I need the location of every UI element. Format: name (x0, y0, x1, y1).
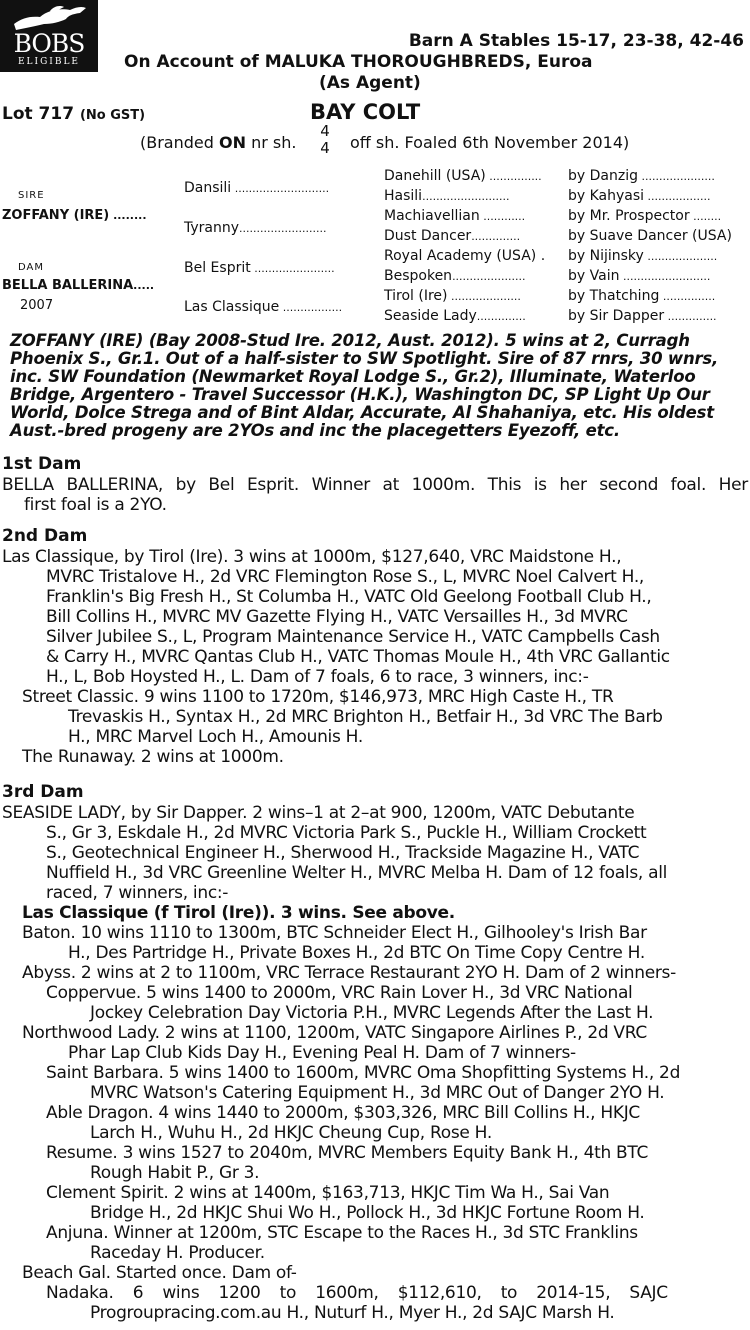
gen4-3-text: by Suave Dancer (USA) (568, 228, 732, 244)
pedigree-gen4-4: by Nijinsky .................... (568, 248, 718, 264)
dam-label: DAM (18, 262, 44, 273)
third-dam-text (2, 803, 748, 1323)
pedigree-gen4-3 (568, 228, 732, 244)
sire-name-text: ZOFFANY (IRE) (2, 208, 110, 223)
second-dam-line: H., L, Bob Hoysted H., L. Dam of 7 foals, 6 to race, 3 winners, inc:- (46, 667, 589, 687)
third-dam-line: SEASIDE LADY, by Sir Dapper. 2 wins–1 at 2–at 900, 1200m, VATC Debutante (2, 803, 635, 823)
first-dam-text (2, 475, 748, 515)
third-dam-line: Baton. 10 wins 1110 to 1300m, BTC Schneider Elect H., Gilhooley's Irish Bar (22, 923, 647, 943)
third-dam-line: Beach Gal. Started once. Dam of- (22, 1263, 297, 1283)
brand-pre: (Branded (140, 133, 219, 152)
gen3-1-text: Hasili (384, 188, 423, 204)
third-dam-line: Resume. 3 wins 1527 to 2040m, MVRC Members Equity Bank H., 4th BTC (46, 1143, 649, 1163)
stable-location: Barn A Stables 15-17, 23-38, 42-46 (408, 31, 744, 51)
brand-frac-bottom: 4 (320, 139, 330, 157)
logo-text-eligible: ELIGIBLE (17, 57, 80, 67)
third-dam-line: S., Geotechnical Engineer H., Sherwood H., Trackside Magazine H., VATC (46, 843, 640, 863)
third-dam-line: Jockey Celebration Day Victoria P.H., MVRC Legends After the Last H. (90, 1003, 654, 1023)
pedigree-gen4-1: by Kahyasi .................. (568, 188, 711, 204)
second-dam-line: Las Classique, by Tirol (Ire). 3 wins at 1000m, $127,640, VRC Maidstone H., (2, 547, 622, 567)
sire-name: ZOFFANY (IRE) ........ (2, 208, 147, 223)
sire-blurb-line: Bridge, Argentero - Travel Successor (H.K.), Washington DC, SP Light Up Our (10, 385, 710, 404)
gen3-2-text: Machiavellian (384, 208, 480, 224)
third-dam-line: Anjuna. Winner at 1200m, STC Escape to the Races H., 3d STC Franklins (46, 1223, 638, 1243)
third-dam-line: MVRC Watson's Catering Equipment H., 3d MRC Out of Danger 2YO H. (90, 1083, 665, 1103)
gen3-0-text: Danehill (USA) (384, 168, 486, 184)
second-dam-heading: 2nd Dam (2, 526, 88, 546)
brand-line (140, 133, 296, 152)
pedigree-gen4-0: by Danzig ..................... (568, 168, 715, 184)
gen4-6-text: by Thatching (568, 288, 660, 304)
second-dam-line: Bill Collins H., MVRC MV Gazette Flying H., VATC Versailles H., 3d MVRC (46, 607, 628, 627)
pedigree-gen2-2: Bel Esprit ....................... (184, 260, 335, 276)
pedigree-gen2-3: Las Classique ................. (184, 299, 343, 315)
logo-text-bobs: BOBS (13, 29, 85, 58)
third-dam-line: Raceday H. Producer. (90, 1243, 265, 1263)
dam-year: 2007 (20, 298, 54, 313)
third-dam-line: Abyss. 2 wins at 2 to 1100m, VRC Terrace Restaurant 2YO H. Dam of 2 winners- (22, 963, 676, 983)
agent-note: (As Agent) (319, 73, 421, 93)
brand-post: off sh. Foaled 6th November 2014) (350, 133, 630, 152)
gen2-2-text: Bel Esprit (184, 260, 251, 276)
pedigree-gen2-1: Tyranny......................... (184, 220, 327, 236)
pedigree-gen3-4 (384, 248, 545, 264)
second-dam-text (2, 547, 748, 767)
gen3-6-text: Tirol (Ire) (384, 288, 448, 304)
gen4-4-text: by Nijinsky (568, 248, 644, 264)
sire-label: SIRE (18, 190, 45, 201)
sire-blurb (10, 332, 745, 440)
pedigree-gen3-5: Bespoken..................... (384, 268, 526, 284)
third-dam-line: Phar Lap Club Kids Day H., Evening Peal H. Dam of 7 winners- (68, 1043, 576, 1063)
pedigree-gen3-6: Tirol (Ire) .................... (384, 288, 521, 304)
second-dam-line: The Runaway. 2 wins at 1000m. (22, 747, 284, 767)
gen3-4-text: Royal Academy (USA) . (384, 248, 546, 264)
pedigree-gen4-5: by Vain ......................... (568, 268, 711, 284)
pedigree-gen3-7: Seaside Lady.............. (384, 308, 526, 324)
first-dam-heading: 1st Dam (2, 454, 82, 474)
gen2-3-text: Las Classique (184, 299, 280, 315)
third-dam-line: Able Dragon. 4 wins 1440 to 2000m, $303,326, MRC Bill Collins H., HKJC (46, 1103, 640, 1123)
first-dam-line: BELLA BALLERINA, by Bel Esprit. Winner at 1000m. This is her second foal. Her (2, 475, 748, 495)
second-dam-line: Street Classic. 9 wins 1100 to 1720m, $146,973, MRC High Caste H., TR (22, 687, 614, 707)
third-dam-line: Bridge H., 2d HKJC Shui Wo H., Pollock H., 3d HKJC Fortune Room H. (90, 1203, 645, 1223)
third-dam-line: Coppervue. 5 wins 1400 to 2000m, VRC Rain Lover H., 3d VRC National (46, 983, 633, 1003)
pedigree-gen4-2: by Mr. Prospector ........ (568, 208, 722, 224)
gen4-2-text: by Mr. Prospector (568, 208, 690, 224)
vendor-account: On Account of MALUKA THOROUGHBREDS, Euroa (124, 52, 593, 72)
third-dam-line: raced, 7 winners, inc:- (46, 883, 229, 903)
third-dam-line: S., Gr 3, Eskdale H., 2d MVRC Victoria Park S., Puckle H., William Crockett (46, 823, 647, 843)
gen4-1-text: by Kahyasi (568, 188, 645, 204)
gst-note: (No GST) (79, 108, 146, 123)
third-dam-line: Clement Spirit. 2 wins at 1400m, $163,713, HKJC Tim Wa H., Sai Van (46, 1183, 610, 1203)
dam-name-text: BELLA BALLERINA (2, 278, 134, 293)
pedigree-gen4-6: by Thatching ............... (568, 288, 716, 304)
brand-frac-top: 4 (320, 122, 330, 140)
sire-blurb-line: inc. SW Foundation (Newmarket Royal Lodge S., Gr.2), Illuminate, Waterloo (10, 367, 696, 386)
third-dam-line: H., Des Partridge H., Private Boxes H., 2d BTC On Time Copy Centre H. (68, 943, 645, 963)
brand-mid: nr sh. (245, 133, 297, 152)
third-dam-heading: 3rd Dam (2, 782, 84, 802)
third-dam-line: Las Classique (f Tirol (Ire)). 3 wins. See above. (22, 903, 455, 923)
third-dam-line: Nuffield H., 3d VRC Greenline Welter H., MVRC Melba H. Dam of 12 foals, all (46, 863, 668, 883)
bobs-eligible-logo (0, 0, 98, 72)
lot-title: BAY COLT (310, 100, 421, 124)
pedigree-gen2-0: Dansili ........................... (184, 180, 330, 196)
gen4-7-text: by Sir Dapper (568, 308, 665, 324)
gen2-0-text: Dansili (184, 180, 232, 196)
third-dam-line: Larch H., Wuhu H., 2d HKJC Cheung Cup, Rose H. (90, 1123, 492, 1143)
dam-name: BELLA BALLERINA..... (2, 278, 155, 293)
gen3-5-text: Bespoken (384, 268, 453, 284)
pedigree-gen3-2: Machiavellian ............ (384, 208, 526, 224)
sire-blurb-line: Aust.-bred progeny are 2YOs and inc the placegetters Eyezoff, etc. (10, 421, 620, 440)
second-dam-line: & Carry H., MVRC Qantas Club H., VATC Thomas Moule H., 4th VRC Gallantic (46, 647, 670, 667)
gen3-7-text: Seaside Lady (384, 308, 477, 324)
gen4-0-text: by Danzig (568, 168, 638, 184)
gen4-5-text: by Vain (568, 268, 620, 284)
sire-blurb-line: ZOFFANY (IRE) (Bay 2008-Stud Ire. 2012, Aust. 2012). 5 wins at 2, Curragh (10, 331, 690, 350)
second-dam-line: Trevaskis H., Syntax H., 2d MRC Brighton H., Betfair H., 3d VRC The Barb (68, 707, 663, 727)
lot-number: Lot 717 (2, 104, 75, 124)
pedigree-gen3-3: Dust Dancer.............. (384, 228, 521, 244)
sire-blurb-line: Phoenix S., Gr.1. Out of a half-sister to SW Spotlight. Sire of 87 rnrs, 30 wnrs, (10, 349, 719, 368)
pedigree-gen3-1: Hasili......................... (384, 188, 510, 204)
third-dam-line: Nadaka. 6 wins 1200 to 1600m, $112,610, to 2014-15, SAJC (46, 1283, 668, 1303)
second-dam-line: MVRC Tristalove H., 2d VRC Flemington Rose S., L, MVRC Noel Calvert H., (46, 567, 645, 587)
third-dam-line: Northwood Lady. 2 wins at 1100, 1200m, VATC Singapore Airlines P., 2d VRC (22, 1023, 647, 1043)
third-dam-line: Progroupracing.com.au H., Nuturf H., Myer H., 2d SAJC Marsh H. (90, 1303, 615, 1323)
gen2-1-text: Tyranny (184, 220, 240, 236)
pedigree-gen3-0: Danehill (USA) ............... (384, 168, 542, 184)
third-dam-line: Saint Barbara. 5 wins 1400 to 1600m, MVRC Oma Shopfitting Systems H., 2d (46, 1063, 681, 1083)
second-dam-line: H., MRC Marvel Loch H., Amounis H. (68, 727, 363, 747)
pedigree-gen4-7: by Sir Dapper .............. (568, 308, 717, 324)
second-dam-line: Silver Jubilee S., L, Program Maintenance Service H., VATC Campbells Cash (46, 627, 660, 647)
brand-mark: ON (218, 133, 246, 152)
second-dam-line: Franklin's Big Fresh H., St Columba H., VATC Old Geelong Football Club H., (46, 587, 652, 607)
brand-fraction (318, 123, 332, 157)
first-dam-line: first foal is a 2YO. (24, 495, 167, 515)
third-dam-line: Rough Habit P., Gr 3. (90, 1163, 260, 1183)
sire-blurb-line: World, Dolce Strega and of Bint Aldar, Accurate, Al Shahaniya, etc. His oldest (10, 403, 714, 422)
lot-line (2, 104, 145, 124)
gen3-3-text: Dust Dancer (384, 228, 472, 244)
